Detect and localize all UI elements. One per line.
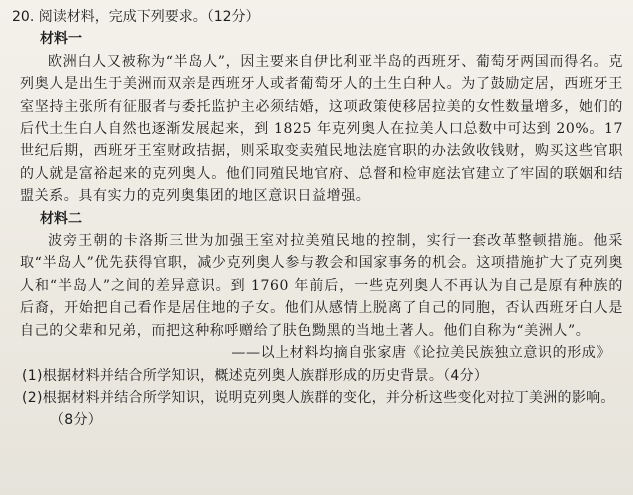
material-1-text: 欧洲白人又被称为“半岛人”，因主要来自伊比利亚半岛的西班牙、葡萄牙两国而得名。克列奥人是出生于美洲而双亲是西班牙人或者葡萄牙人的土生白种人。为了鼓励定居，西班牙王室坚持主张所有征服者与委托监护主必须结婚，这项政策使移居拉美的女性数量增多，她们的后代土生白人自然也逐渐发展起来，到 1825 年克列奥人在拉美人口总数中可达到 20%。17 世纪后期，西班牙王室财政拮据，则采取变卖殖民地法庭官职的办法敛收钱财，购买这些官职的人就是富裕起来的克列奥人。他们同殖民地官府、总督和检审庭法官建立了牢固的联姻和结盟关系。具有实力的克列奥集团的地区意识日益增强。 bbox=[20, 53, 623, 205]
sub-question-1: (1)根据材料并结合所学知识，概述克列奥人族群形成的历史背景。（4分） bbox=[22, 367, 489, 384]
material-source: ——以上材料均摘自张家唐《论拉美民族独立意识的形成》 bbox=[231, 345, 611, 362]
material-2-text: 波旁王朝的卡洛斯三世为加强王室对拉美殖民地的控制，实行一套改革整顿措施。他采取“半岛人”优先获得官职，减少克列奥人参与教会和国家事务的机会。这项措施扩大了克列奥人和“半岛人”之间的差异意识。到 1760 年前后，一些克列奥人不再认为自己是原有种族的后裔，开始把自己看作是居住地的子女。他们从感情上脱离了自己的同胞，否认西班牙白人是自己的父辈和兄弟，而把这种称呼赠给了肤色黝黑的当地土著人。他们自称为“美洲人”。 bbox=[20, 233, 623, 339]
sub-question-2: (2)根据材料并结合所学知识，说明克列奥人族群的变化，并分析这些变化对拉丁美洲的影响。（8分） bbox=[22, 389, 615, 429]
question-title: 20. 阅读材料，完成下列要求。（12分） bbox=[12, 9, 260, 25]
material-2-title: 材料二 bbox=[40, 210, 82, 227]
material-1-title: 材料一 bbox=[40, 31, 82, 48]
